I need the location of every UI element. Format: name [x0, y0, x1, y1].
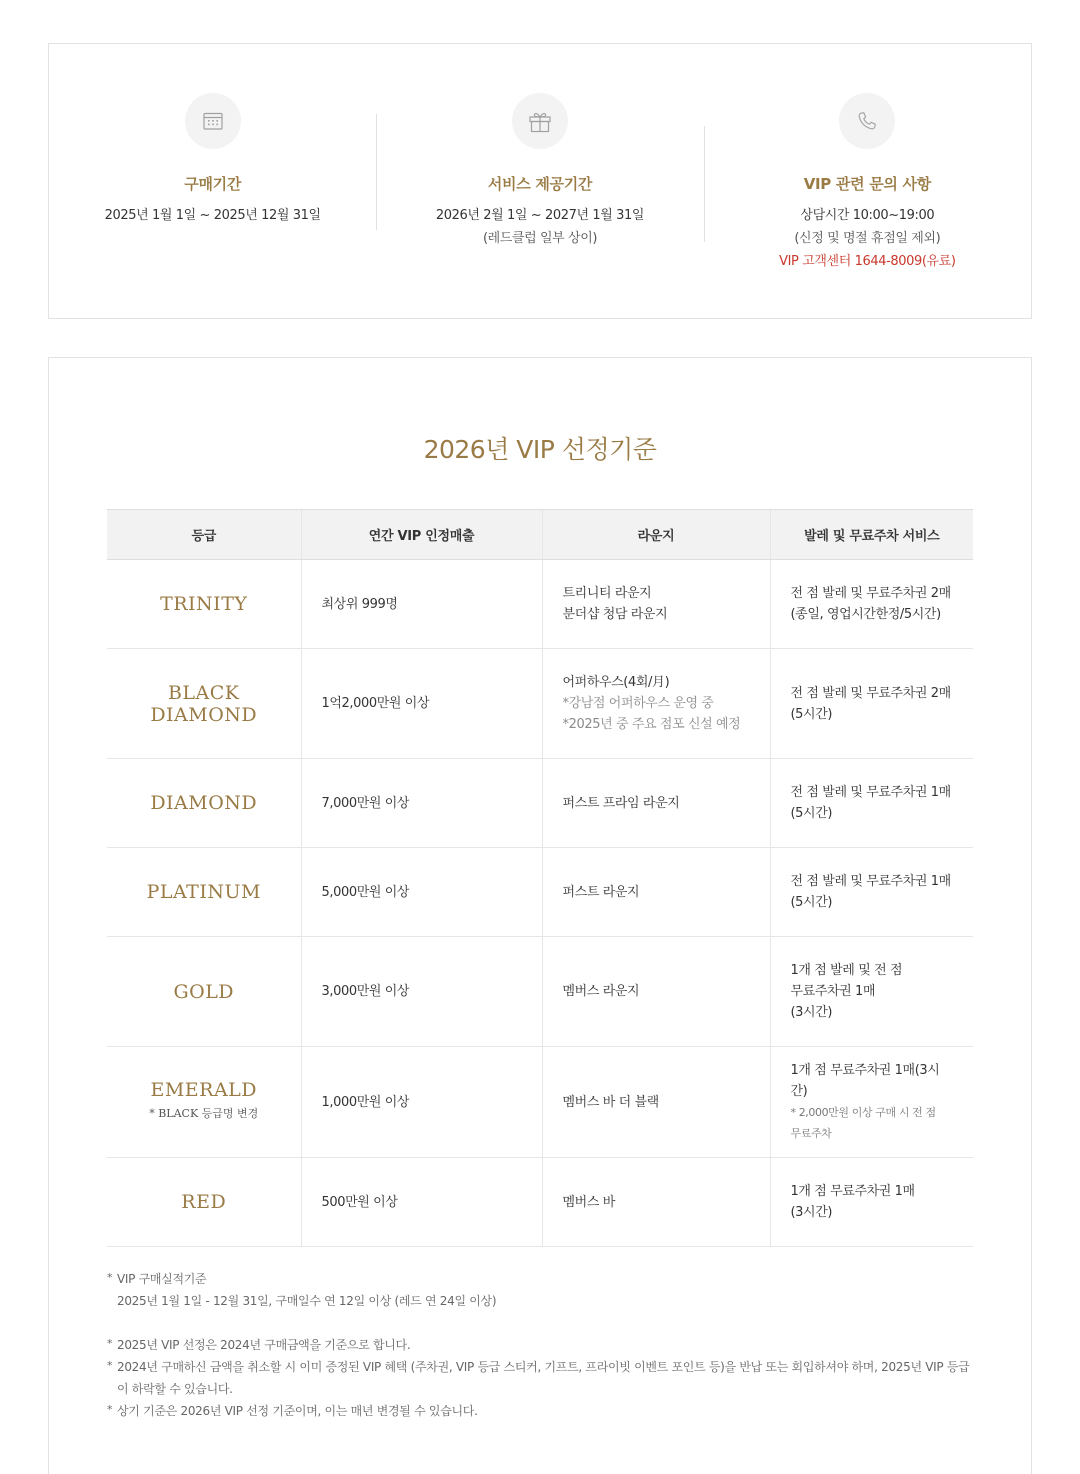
parking-cell	[770, 848, 973, 937]
lounge-line: 트리니티 라운지	[562, 586, 652, 601]
header-lounge: 라운지	[542, 510, 770, 560]
parking-cell	[770, 937, 973, 1047]
lounge-line: 멤버스 바 더 블랙	[562, 1094, 659, 1110]
note-item: * 2025년 VIP 선정은 2024년 구매금액을 기준으로 합니다.	[107, 1334, 973, 1356]
lounge-cell	[542, 649, 770, 759]
service-period-note: (레드클럽 일부 상이)	[482, 231, 598, 246]
parking-line: (3시간)	[790, 1205, 833, 1220]
table-row	[107, 1158, 973, 1247]
sales-cell: 7,000만원 이상	[301, 759, 542, 848]
purchase-period-title: 구매기간	[184, 175, 242, 193]
parking-cell	[770, 1047, 973, 1158]
grade-red: RED	[107, 1158, 301, 1247]
vip-customer-center-phone[interactable]: VIP 고객센터 1644-8009(유료)	[779, 254, 956, 269]
lounge-line: 분더샵 청담 라운지	[562, 607, 668, 622]
note-item: * 상기 기준은 2026년 VIP 선정 기준이며, 이는 매년 변경될 수 있습니다.	[107, 1400, 973, 1422]
criteria-title: 2026년 VIP 선정기준	[423, 435, 657, 464]
vip-contact-section	[704, 44, 1031, 318]
service-period-dates: 2026년 2월 1일 ~ 2027년 1월 31일	[435, 208, 645, 223]
grade-gold: GOLD	[107, 937, 301, 1047]
parking-cell	[770, 649, 973, 759]
table-row	[107, 1047, 973, 1158]
consultation-exception: (신정 및 명절 휴점일 제외)	[794, 231, 941, 246]
lounge-note: *2025년 중 주요 점포 신설 예정	[562, 717, 741, 732]
vip-contact-title: VIP 관련 문의 사항	[803, 175, 931, 193]
parking-line: (5시간)	[790, 895, 833, 910]
note-basis-title: * VIP 구매실적기준	[107, 1268, 973, 1290]
vip-criteria-panel	[48, 357, 1032, 1474]
parking-line: (5시간)	[790, 706, 833, 722]
criteria-notes	[107, 1268, 973, 1422]
purchase-period-section	[49, 44, 376, 318]
parking-cell	[770, 560, 973, 649]
parking-line: 1개 점 발레 및 전 점	[790, 963, 903, 978]
parking-line: 전 점 발레 및 무료주차권 1매	[790, 785, 951, 800]
parking-line: 1개 점 무료주차권 1매	[790, 1184, 915, 1199]
calendar-icon	[185, 93, 241, 149]
parking-line: 무료주차권 1매	[790, 984, 876, 999]
lounge-line: 퍼스트 프라임 라운지	[562, 795, 680, 811]
sales-cell: 최상위 999명	[301, 560, 542, 649]
service-period-title: 서비스 제공기간	[487, 175, 593, 193]
lounge-cell	[542, 848, 770, 937]
parking-line: 전 점 발레 및 무료주차권 2매	[790, 586, 951, 601]
header-valet-parking: 발레 및 무료주차 서비스	[770, 510, 973, 560]
parking-line: (종일, 영업시간한정/5시간)	[790, 607, 941, 622]
sales-cell: 500만원 이상	[301, 1158, 542, 1247]
table-row	[107, 937, 973, 1047]
lounge-line: 어퍼하우스(4회/月)	[562, 675, 670, 690]
sales-cell: 1억2,000만원 이상	[301, 649, 542, 759]
note-basis-detail: 2025년 1월 1일 - 12월 31일, 구매일수 연 12일 이상 (레드 연 24일 이상)	[117, 1294, 497, 1308]
parking-line: 전 점 발레 및 무료주차권 2매	[790, 685, 951, 701]
table-row	[107, 759, 973, 848]
grade-line: EMERALD	[150, 1079, 258, 1101]
parking-line: 전 점 발레 및 무료주차권 1매	[790, 874, 951, 889]
table-row	[107, 560, 973, 649]
lounge-line: 멤버스 라운지	[562, 984, 640, 999]
service-period-section	[376, 44, 703, 318]
table-row	[107, 649, 973, 759]
grade-diamond: DIAMOND	[107, 759, 301, 848]
grade-black-diamond	[107, 649, 301, 759]
gift-icon	[512, 93, 568, 149]
parking-cell	[770, 759, 973, 848]
vip-info-panel	[48, 43, 1032, 319]
lounge-note: *강남점 어퍼하우스 운영 중	[562, 696, 714, 711]
note-item: * 2024년 구매하신 금액을 취소할 시 이미 증정된 VIP 혜택 (주차권, VIP 등급 스티커, 기프트, 프라이빗 이벤트 포인트 등)을 반납 또는 회입하셔야 하며, 2025년 VIP 등급이 하락할 수 있습니다.	[107, 1356, 973, 1400]
lounge-cell	[542, 560, 770, 649]
lounge-line: 퍼스트 라운지	[562, 884, 640, 900]
lounge-cell	[542, 937, 770, 1047]
sales-cell: 5,000만원 이상	[301, 848, 542, 937]
grade-platinum: PLATINUM	[107, 848, 301, 937]
notes-spacer	[107, 1312, 973, 1334]
header-annual-sales: 연간 VIP 인정매출	[301, 510, 542, 560]
lounge-cell	[542, 1158, 770, 1247]
parking-line: (5시간)	[790, 806, 833, 821]
lounge-line: 멤버스 바	[562, 1194, 615, 1210]
parking-cell	[770, 1158, 973, 1247]
parking-line: (3시간)	[790, 1005, 833, 1020]
parking-line: 1개 점 무료주차권 1매(3시간)	[790, 1063, 940, 1099]
consultation-hours: 상담시간 10:00~19:00	[800, 208, 935, 223]
sales-cell: 1,000만원 이상	[301, 1047, 542, 1158]
grade-line: DIAMOND	[150, 703, 258, 726]
table-header-row	[107, 510, 973, 560]
lounge-cell	[542, 759, 770, 848]
grade-trinity: TRINITY	[107, 560, 301, 649]
vip-grade-table	[107, 509, 973, 1247]
header-grade: 등급	[107, 510, 301, 560]
lounge-cell	[542, 1047, 770, 1158]
sales-cell: 3,000만원 이상	[301, 937, 542, 1047]
parking-note: * 2,000만원 이상 구매 시 전 점	[790, 1106, 936, 1119]
grade-emerald	[107, 1047, 301, 1158]
purchase-period-dates: 2025년 1월 1일 ~ 2025년 12월 31일	[104, 208, 321, 223]
grade-line: BLACK	[167, 681, 240, 704]
parking-note: 무료주차	[790, 1127, 832, 1140]
grade-note: * BLACK 등급명 변경	[149, 1107, 259, 1120]
phone-icon	[839, 93, 895, 149]
table-row	[107, 848, 973, 937]
